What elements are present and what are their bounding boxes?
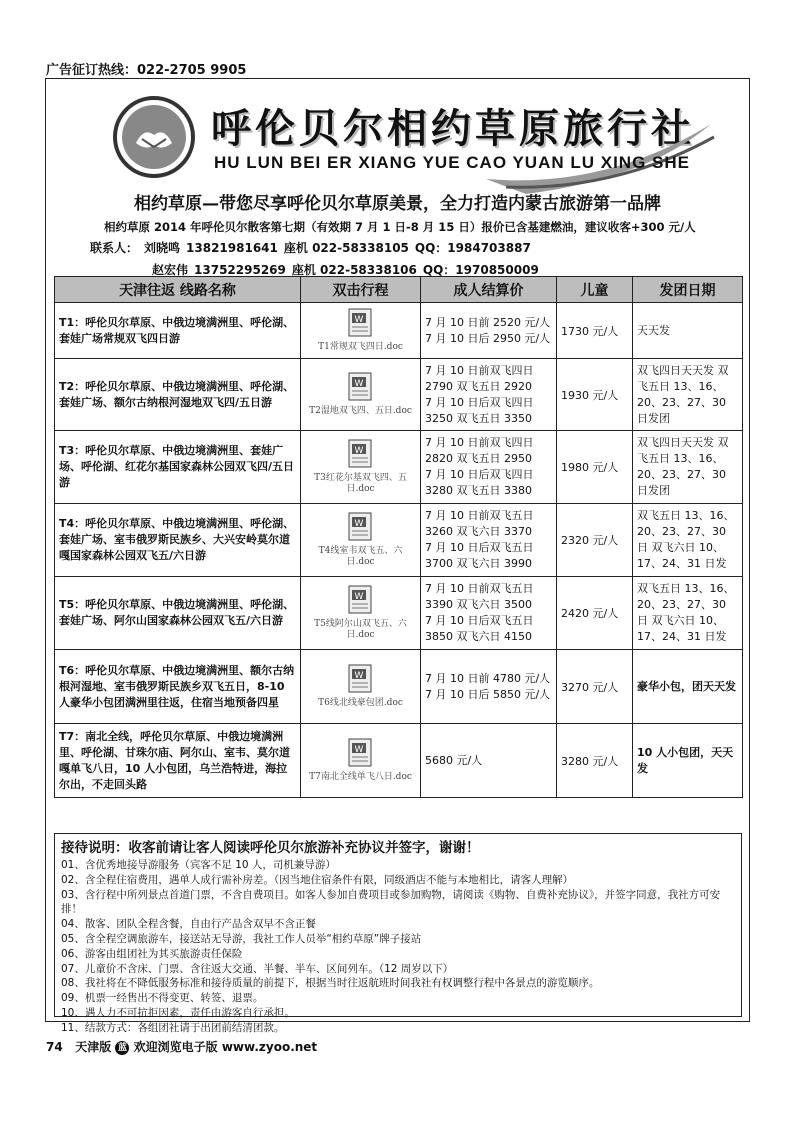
svg-text:W: W [354,671,363,681]
child-price: 2420 元/人 [557,577,633,650]
table-row [55,650,743,724]
child-price: 2320 元/人 [557,504,633,577]
header-route: 天津往返 线路名称 [55,277,301,303]
price-line: 2790 双飞五日 2920 [425,379,532,393]
table-row [55,577,743,650]
logo-area [46,79,749,189]
svg-text:W: W [354,592,363,602]
terms-item: 11、结款方式：各组团社请于出团前结清团款。 [61,1021,285,1034]
price-line: 7 月 10 日后双飞四日 [425,468,534,481]
agency-pinyin: HU LUN BEI ER XIANG YUE CAO YUAN LU XING SHE [214,153,690,172]
doc-filename: T5线阿尔山双飞五、六日.doc [314,619,407,640]
svg-text:W: W [354,745,363,755]
contact-1-qq: QQ：1984703887 [414,241,531,255]
departure-date: 天天发 [633,303,743,359]
itinerary-doc-link[interactable] [301,724,421,798]
svg-text:W: W [354,519,363,529]
doc-filename: T4线室韦双飞五、六日.doc [318,546,403,567]
slogan: 相约草原—带您尽享呼伦贝尔草原美景，全力打造内蒙古旅游第一品牌 [134,194,661,214]
departure-date: 豪华小包，团天天发 [633,650,743,724]
child-price: 3280 元/人 [557,724,633,798]
price-line: 7 月 10 日后双飞五日 [425,541,534,554]
price-line: 3390 双飞六日 3500 [425,598,532,611]
price-line: 7 月 10 日后双飞四日 [425,395,534,409]
itinerary-doc-link[interactable] [301,504,421,577]
price-line: 3250 双飞五日 3350 [425,411,532,425]
terms-item: 09、机票一经售出不得变更、转签、退票。 [61,992,264,1005]
adult-price [421,650,557,724]
ad-frame [45,78,750,1034]
footer-text: 欢迎浏览电子版 [133,1040,218,1054]
route-name: T1：呼伦贝尔草原、中俄边境满洲里、呼伦湖、套娃广场常规双飞四日游 [55,303,301,359]
contact-2-phone: 座机 022-58338106 [291,263,417,277]
price-line: 7 月 10 日前 4780 元/人 [425,671,551,685]
contact-1-phone: 座机 022-58338105 [283,241,409,255]
doc-filename: T3红花尔基双飞四、五日.doc [314,473,407,494]
price-notice: 相约草原 2014 年呼伦贝尔散客第七期（有效期 7 月 1 日-8 月 15 日）报价已含基建燃油，建议收客+300 元/人 [104,220,696,234]
contact-2-mobile: 13752295269 [194,263,286,277]
handshake-logo-icon [112,95,196,179]
price-line: 7 月 10 日前双飞五日 [425,582,534,595]
svg-text:W: W [354,446,363,456]
header-itinerary: 双击行程 [301,277,421,303]
price-line: 7 月 10 日前双飞四日 [425,363,534,377]
departure-date: 双飞五日 13、16、20、23、27、30 日 双飞六日 10、17、24、31 日发 [633,504,743,577]
edition-label: 天津版 [75,1040,112,1054]
terms-title: 接待说明：收客前请让客人阅读呼伦贝尔旅游补充协议并签字，谢谢！ [61,840,480,856]
price-line: 3850 双飞六日 4150 [425,630,532,643]
departure-date: 双飞四日天天发 双飞五日 13、16、20、23、27、30 日发团 [633,359,743,431]
svg-text:W: W [354,379,363,389]
header-departure: 发团日期 [633,277,743,303]
word-document-icon [347,372,375,402]
doc-filename: T6线北线豪包团.doc [318,698,403,708]
page-number: 74 [46,1040,63,1054]
table-row [55,504,743,577]
page-footer [46,1038,317,1055]
terms-item: 06、游客由组团社为其买旅游责任保险 [61,947,243,960]
terms-item: 03、含行程中所列景点首道门票，不含自费项目。如客人参加自费项目或参加购物，请阅读《购物、自费补充协议》，并签字同意，我社方可安排！ [61,888,721,916]
table-header-row [55,277,743,303]
price-line: 5680 元/人 [425,753,483,767]
contact-2-name: 赵宏伟 [152,263,189,277]
route-name: T6：呼伦贝尔草原、中俄边境满洲里、额尔古纳根河湿地、室韦俄罗斯民族乡双飞五日，8-10 人豪华小包团满洲里往返，住宿当地预备四星 [55,650,301,724]
svg-text:W: W [354,315,363,325]
terms-item: 05、含全程空调旅游车，接送站无导游，我社工作人员举“相约草原”牌子接站 [61,932,422,945]
itinerary-doc-link[interactable] [301,431,421,504]
adult-price [421,359,557,431]
route-name: T3：呼伦贝尔草原、中俄边境满洲里、套娃广场、呼伦湖、红花尔基国家森林公园双飞四/五日游 [55,431,301,504]
route-name: T4：呼伦贝尔草原、中俄边境满洲里、呼伦湖、套娃广场、室韦俄罗斯民族乡、大兴安岭莫尔道嘎国家森林公园双飞五/六日游 [55,504,301,577]
departure-date: 双飞五日 13、16、20、23、27、30 日 双飞六日 10、17、24、31 日发 [633,577,743,650]
route-name: T5：呼伦贝尔草原、中俄边境满洲里、呼伦湖、套娃广场、阿尔山国家森林公园双飞五/六日游 [55,577,301,650]
word-document-icon [347,512,375,542]
child-price: 1730 元/人 [557,303,633,359]
price-line: 2820 双飞五日 2950 [425,452,532,465]
edition-badge-icon: 蓝 [115,1041,129,1055]
adult-price [421,303,557,359]
terms-item: 07、儿童价不含床、门票、含往返大交通、半餐、半车、区间列车。（12 周岁以下） [61,962,454,975]
table-row [55,431,743,504]
contact-line-1 [90,239,537,256]
contact-2-qq: QQ：1970850009 [422,263,539,277]
route-table [54,276,743,798]
table-row [55,359,743,431]
adult-price [421,431,557,504]
word-document-icon [347,738,375,768]
header-adult-price: 成人结算价 [421,277,557,303]
child-price: 1930 元/人 [557,359,633,431]
terms-item: 10、遇人力不可抗拒因素，责任由游客自行承担。 [61,1006,295,1019]
adult-price [421,577,557,650]
header-child-price: 儿童 [557,277,633,303]
word-document-icon [347,308,375,338]
doc-filename: T1常规双飞四日.doc [318,342,403,352]
doc-filename: T2湿地双飞四、五日.doc [309,406,412,416]
departure-date: 双飞四日天天发 双飞五日 13、16、20、23、27、30 日发团 [633,431,743,504]
child-price: 1980 元/人 [557,431,633,504]
child-price: 3270 元/人 [557,650,633,724]
table-row [55,303,743,359]
contact-label: 联系人： [90,241,139,255]
reception-terms [54,833,742,1034]
itinerary-doc-link[interactable] [301,650,421,724]
itinerary-doc-link[interactable] [301,359,421,431]
route-name: T2：呼伦贝尔草原、中俄边境满洲里、呼伦湖、套娃广场、额尔古纳根河湿地双飞四/五日游 [55,359,301,431]
doc-filename: T7南北全线单飞八日.doc [309,772,412,782]
contact-1-mobile: 13821981641 [186,241,278,255]
price-line: 3700 双飞六日 3990 [425,557,532,570]
word-document-icon [347,664,375,694]
departure-date: 10 人小包团，天天发 [633,724,743,798]
adult-price [421,724,557,798]
table-row [55,724,743,798]
price-line: 3260 双飞六日 3370 [425,525,532,538]
price-line: 7 月 10 日前 2520 元/人 [425,315,551,329]
price-line: 7 月 10 日后 2950 元/人 [425,331,551,345]
word-document-icon [347,439,375,469]
word-document-icon [347,585,375,615]
footer-url[interactable]: www.zyoo.net [221,1040,318,1054]
itinerary-doc-link[interactable] [301,577,421,650]
price-line: 3280 双飞五日 3380 [425,484,532,497]
terms-item: 04、散客、团队全程含餐，自由行产品含双早不含正餐 [61,918,316,931]
terms-item: 01、含优秀地接导游服务（宾客不足 10 人，司机兼导游） [61,859,336,871]
price-line: 7 月 10 日后双飞五日 [425,614,534,627]
agency-name: 呼伦贝尔相约草原旅行社 [211,105,695,152]
price-line: 7 月 10 日后 5850 元/人 [425,687,551,701]
route-name: T7：南北全线，呼伦贝尔草原、中俄边境满洲里、呼伦湖、甘珠尔庙、阿尔山、室韦、莫尔道嘎单飞八日，10 人小包团，乌兰浩特进，海拉尔出，不走回头路 [55,724,301,798]
price-line: 7 月 10 日前双飞四日 [425,436,534,449]
itinerary-doc-link[interactable] [301,303,421,359]
terms-item: 08、我社将在不降低服务标准和接待质量的前提下，根据当时往返航班时间我社有权调整行程中各景点的游览顺序。 [61,977,600,990]
adult-price [421,504,557,577]
ad-hotline: 广告征订热线：022-2705 9905 [46,63,247,78]
terms-item: 02、含全程住宿费用，遇单人成行需补房差。（因当地住宿条件有限，同级酒店不能与本地相比，请客人理解） [61,873,574,886]
contact-1-name: 刘晓鸣 [144,241,181,255]
price-line: 7 月 10 日前双飞五日 [425,509,534,522]
